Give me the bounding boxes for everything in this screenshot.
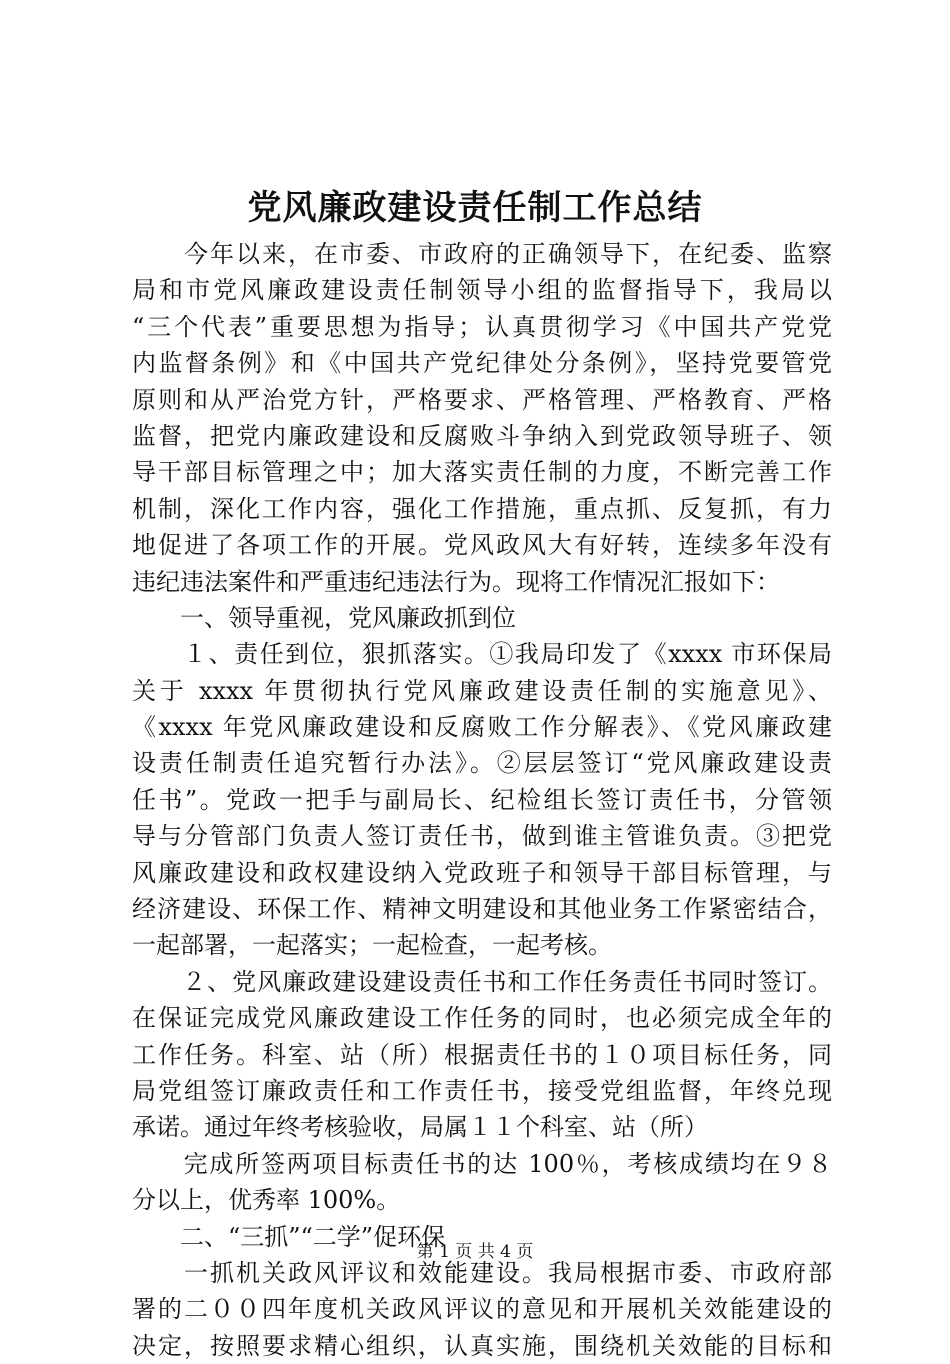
body-line: ２、党风廉政建设建设责任书和工作任务责任书同时签订。: [132, 967, 832, 996]
body-line: 决定，按照要求精心组织，认真实施，围绕机关效能的目标和: [132, 1331, 832, 1360]
body-line: 任书”。党政一把手与副局长、纪检组长签订责任书，分管领: [132, 785, 832, 814]
body-line: 违纪违法案件和严重违纪违法行为。现将工作情况汇报如下：: [132, 567, 780, 596]
body-line: 局和市党风廉政建设责任制领导小组的监督指导下，我局以: [132, 276, 832, 305]
body-line: １、责任到位，狠抓落实。①我局印发了《xxxx 市环保局: [132, 640, 832, 669]
body-line: 承诺。通过年终考核验收，局属１１个科室、站（所）: [132, 1113, 708, 1142]
body-line: 设责任制责任追究暂行办法》。②层层签订“党风廉政建设责: [132, 749, 832, 778]
body-line: 导与分管部门负责人签订责任书，做到谁主管谁负责。③把党: [132, 822, 832, 851]
body-line: 一、领导重视，党风廉政抓到位: [132, 603, 516, 632]
body-line: 完成所签两项目标责任书的达 100％，考核成绩均在９８: [132, 1149, 832, 1178]
body-line: 局党组签订廉政责任和工作责任书，接受党组监督，年终兑现: [132, 1076, 832, 1105]
body-line: 一起部署，一起落实；一起检查，一起考核。: [132, 931, 612, 960]
body-line: 一抓机关政风评议和效能建设。我局根据市委、市政府部: [132, 1258, 832, 1287]
body-line: 监督，把党内廉政建设和反腐败斗争纳入到党政领导班子、领: [132, 421, 832, 450]
body-line: 今年以来，在市委、市政府的正确领导下，在纪委、监察: [132, 240, 832, 268]
body-line: 关于 xxxx 年贯彻执行党风廉政建设责任制的实施意见》、: [132, 676, 832, 705]
body-line: 在保证完成党风廉政建设工作任务的同时，也必须完成全年的: [132, 1004, 832, 1033]
document-body: [132, 236, 832, 1364]
body-line: 分以上，优秀率 100%。: [132, 1186, 401, 1215]
body-line: 署的二００四年度机关政风评议的意见和开展机关效能建设的: [132, 1295, 832, 1324]
body-line: 地促进了各项工作的开展。党风政风大有好转，连续多年没有: [132, 531, 832, 560]
body-line: 内监督条例》和《中国共产党纪律处分条例》，坚持党要管党: [132, 349, 832, 378]
document-title: 党风廉政建设责任制工作总结: [247, 188, 703, 228]
body-line: 经济建设、环保工作、精神文明建设和其他业务工作紧密结合，: [132, 895, 832, 924]
body-line: 原则和从严治党方针，严格要求、严格管理、严格教育、严格: [132, 385, 832, 414]
body-line: 导干部目标管理之中；加大落实责任制的力度，不断完善工作: [132, 458, 832, 487]
body-line: 二、“三抓”“二学”促环保: [132, 1222, 446, 1251]
body-line: 工作任务。科室、站（所）根据责任书的１０项目标任务，同: [132, 1040, 832, 1069]
body-line: 《xxxx 年党风廉政建设和反腐败工作分解表》、《党风廉政建: [132, 713, 832, 742]
page-footer: 第 1 页 共 4 页: [416, 1242, 534, 1262]
body-line: 机制，深化工作内容，强化工作措施，重点抓、反复抓，有力: [132, 494, 832, 523]
body-line: 风廉政建设和政权建设纳入党政班子和领导干部目标管理，与: [132, 858, 832, 887]
body-line: “三个代表”重要思想为指导；认真贯彻学习《中国共产党党: [132, 312, 832, 341]
